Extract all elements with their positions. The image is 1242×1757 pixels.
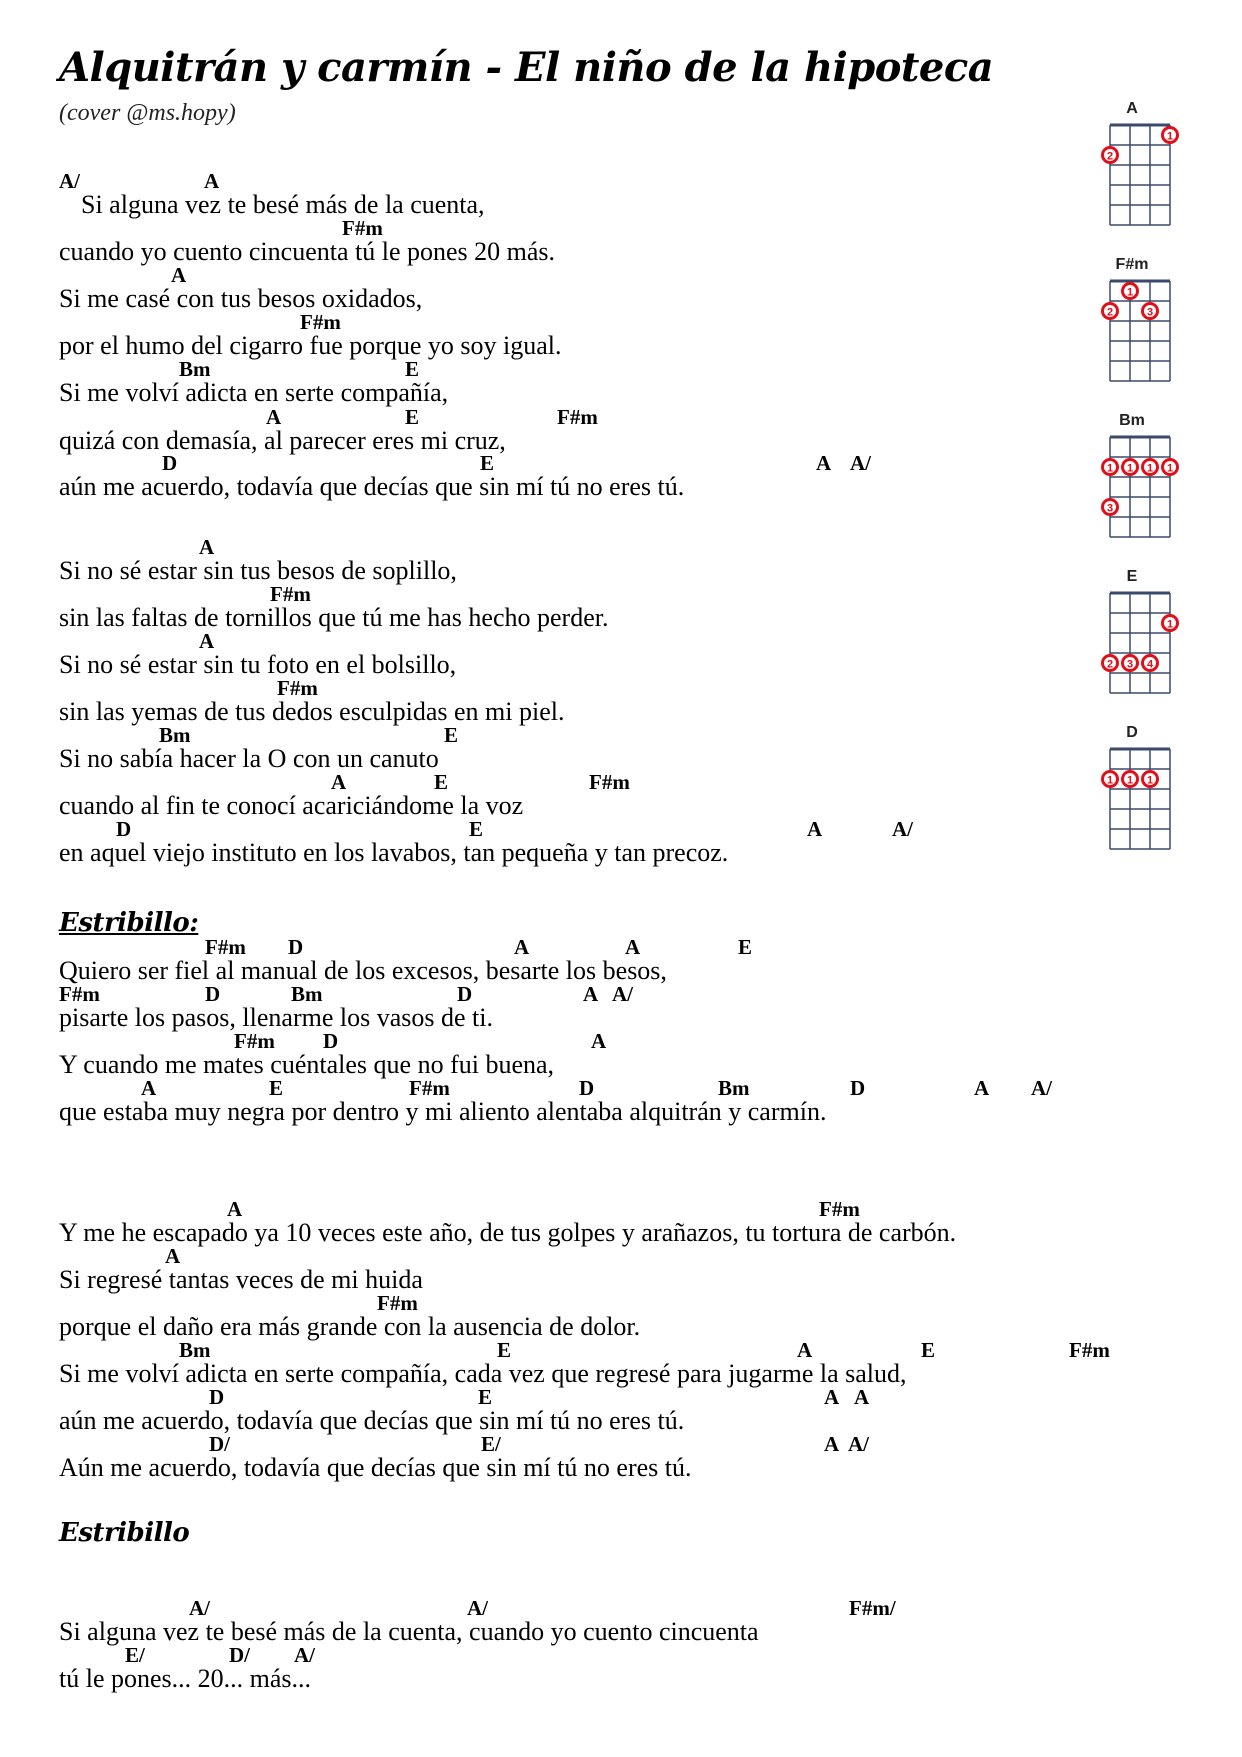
chord-label: F#m <box>1069 1338 1110 1362</box>
chord-diagram-name: Bm <box>1119 412 1145 429</box>
chord-label: A <box>824 1432 840 1456</box>
chord-label: D/ <box>209 1432 230 1456</box>
fretboard-grid <box>1092 276 1172 386</box>
finger-number: 3 <box>1146 306 1154 319</box>
chord-diagram-name: E <box>1126 568 1138 585</box>
fretboard-grid <box>1092 120 1172 230</box>
chord-label: E <box>434 770 449 794</box>
cover-credit: (cover @ms.hopy) <box>59 100 236 126</box>
chord-label: F#m <box>342 216 383 240</box>
chord-label: D <box>162 451 178 475</box>
finger-number: 3 <box>1126 658 1134 671</box>
chord-label: F#m/ <box>849 1596 896 1620</box>
chord-label: A <box>816 451 832 475</box>
chord-label: A <box>974 1076 990 1100</box>
chord-label: E <box>921 1338 936 1362</box>
lyric-line: pisarte los pasos, llenarme los vasos de ti. <box>59 1003 493 1032</box>
chord-label: A <box>854 1385 870 1409</box>
chord-label: A <box>331 770 347 794</box>
chorus-repeat-heading: Estribillo <box>59 1518 190 1548</box>
chord-label: A <box>227 1197 243 1221</box>
chord-label: A <box>514 935 530 959</box>
fretboard-grid <box>1092 432 1172 542</box>
lyric-line: tú le pones... 20... más... <box>59 1664 312 1693</box>
lyric-line: por el humo del cigarro fue porque yo soy igual. <box>59 331 562 360</box>
chord-label: Bm <box>179 1338 211 1362</box>
chord-label: D <box>323 1029 339 1053</box>
chord-label: E <box>480 451 495 475</box>
chord-label: F#m <box>300 310 341 334</box>
chord-label: F#m <box>409 1076 450 1100</box>
lyric-line: Si alguna vez te besé más de la cuenta, <box>81 190 485 219</box>
chord-label: E <box>497 1338 512 1362</box>
fretboard-grid <box>1092 744 1172 854</box>
chord-label: A <box>266 405 282 429</box>
lyric-line: Y cuando me mates cuéntales que no fui buena, <box>59 1050 555 1079</box>
chord-diagram <box>1092 100 1172 230</box>
chorus-heading: Estribillo: <box>59 908 199 938</box>
finger-number: 3 <box>1106 502 1114 515</box>
lyric-line: Si me volví adicta en serte compañía, <box>59 378 449 407</box>
chord-label: A <box>199 629 215 653</box>
fretboard-grid <box>1092 588 1172 698</box>
lyric-line: Si me casé con tus besos oxidados, <box>59 284 423 313</box>
chord-label: F#m <box>59 982 100 1006</box>
finger-number: 2 <box>1106 150 1114 163</box>
chord-label: A <box>171 263 187 287</box>
chord-label: F#m <box>819 1197 860 1221</box>
chord-diagram-name: D <box>1126 724 1138 741</box>
finger-number: 1 <box>1126 462 1134 475</box>
chord-label: D <box>116 817 132 841</box>
lyric-line: Quiero ser fiel al manual de los excesos, besarte los besos, <box>59 956 667 985</box>
chord-label: F#m <box>270 582 311 606</box>
chord-label: F#m <box>234 1029 275 1053</box>
finger-number: 1 <box>1106 774 1114 787</box>
finger-number: 2 <box>1106 658 1114 671</box>
chord-label: A/ <box>294 1643 315 1667</box>
chord-diagram <box>1092 412 1172 542</box>
lyric-line: sin las faltas de tornillos que tú me has hecho perder. <box>59 603 609 632</box>
chord-label: D <box>209 1385 225 1409</box>
chord-label: E <box>444 723 459 747</box>
lyric-line: Aún me acuerdo, todavía que decías que sin mí tú no eres tú. <box>59 1453 692 1482</box>
chord-label: F#m <box>589 770 630 794</box>
chord-label: E <box>269 1076 284 1100</box>
chord-label: Bm <box>718 1076 750 1100</box>
chord-label: Bm <box>291 982 323 1006</box>
chord-label: D <box>288 935 304 959</box>
chord-diagram-name: A <box>1126 100 1138 117</box>
lyric-line: Si me volví adicta en serte compañía, cada vez que regresé para jugarme la salud, <box>59 1359 907 1388</box>
chord-label: Bm <box>159 723 191 747</box>
finger-number: 1 <box>1166 618 1174 631</box>
chord-label: D <box>579 1076 595 1100</box>
chord-label: E <box>738 935 753 959</box>
lyric-line: aún me acuerdo, todavía que decías que sin mí tú no eres tú. <box>59 472 685 501</box>
chord-label: A <box>625 935 641 959</box>
chord-label: A/ <box>1031 1076 1052 1100</box>
chord-label: A <box>807 817 823 841</box>
chord-label: F#m <box>557 405 598 429</box>
chord-label: D/ <box>229 1643 250 1667</box>
lyric-line: cuando al fin te conocí acariciándome la voz <box>59 791 524 820</box>
chord-label: D <box>850 1076 866 1100</box>
chord-label: A <box>797 1338 813 1362</box>
finger-number: 1 <box>1106 462 1114 475</box>
finger-number: 1 <box>1146 774 1154 787</box>
chord-diagram <box>1092 256 1172 386</box>
lyric-line: porque el daño era más grande con la ausencia de dolor. <box>59 1312 641 1341</box>
chord-diagram-name: F#m <box>1115 256 1149 273</box>
chord-label: A/ <box>892 817 913 841</box>
finger-number: 1 <box>1166 462 1174 475</box>
chord-label: A <box>591 1029 607 1053</box>
chord-diagram <box>1092 568 1172 698</box>
lyric-line: en aquel viejo instituto en los lavabos, tan pequeña y tan precoz. <box>59 838 729 867</box>
chord-label: E/ <box>125 1643 145 1667</box>
chord-label: D <box>205 982 221 1006</box>
chord-label: A/ <box>848 1432 869 1456</box>
lyric-line: quizá con demasía, al parecer eres mi cruz, <box>59 426 506 455</box>
chord-label: A/ <box>612 982 633 1006</box>
chord-label: A/ <box>59 169 80 193</box>
lyric-line: sin las yemas de tus dedos esculpidas en mi piel. <box>59 697 565 726</box>
chord-label: E <box>478 1385 493 1409</box>
lyric-line: que estaba muy negra por dentro y mi aliento alentaba alquitrán y carmín. <box>59 1097 827 1126</box>
chord-label: E <box>405 357 420 381</box>
finger-number: 1 <box>1166 130 1174 143</box>
lyric-line: cuando yo cuento cincuenta tú le pones 20 más. <box>59 237 556 266</box>
chord-label: A/ <box>467 1596 488 1620</box>
finger-number: 1 <box>1126 774 1134 787</box>
chord-label: F#m <box>277 676 318 700</box>
chord-label: A/ <box>189 1596 210 1620</box>
lyric-line: Y me he escapado ya 10 veces este año, de tus golpes y arañazos, tu tortura de carbón. <box>59 1218 957 1247</box>
finger-number: 2 <box>1106 306 1114 319</box>
finger-number: 1 <box>1126 286 1134 299</box>
lyric-line: Si regresé tantas veces de mi huida <box>59 1265 423 1294</box>
finger-number: 1 <box>1146 462 1154 475</box>
chord-label: A <box>583 982 599 1006</box>
chord-label: A <box>141 1076 157 1100</box>
song-title: Alquitrán y carmín - El niño de la hipoteca <box>59 44 994 91</box>
chord-label: E <box>469 817 484 841</box>
lyric-line: Si alguna vez te besé más de la cuenta, cuando yo cuento cincuenta <box>59 1617 759 1646</box>
lyric-line: Si no sabía hacer la O con un canuto <box>59 744 439 773</box>
chord-label: D <box>457 982 473 1006</box>
chord-label: A <box>165 1244 181 1268</box>
chord-label: F#m <box>377 1291 418 1315</box>
lyric-line: Si no sé estar sin tus besos de soplillo, <box>59 556 457 585</box>
lyric-line: aún me acuerdo, todavía que decías que sin mí tú no eres tú. <box>59 1406 685 1435</box>
chord-label: A <box>204 169 220 193</box>
chord-label: A <box>199 535 215 559</box>
chord-diagram <box>1092 724 1172 854</box>
chord-label: A/ <box>850 451 871 475</box>
lyric-line: Si no sé estar sin tu foto en el bolsillo, <box>59 650 457 679</box>
chord-label: Bm <box>179 357 211 381</box>
chord-label: E <box>405 405 420 429</box>
finger-number: 4 <box>1146 658 1154 671</box>
chord-label: F#m <box>205 935 246 959</box>
chord-label: A <box>824 1385 840 1409</box>
chord-label: E/ <box>481 1432 501 1456</box>
